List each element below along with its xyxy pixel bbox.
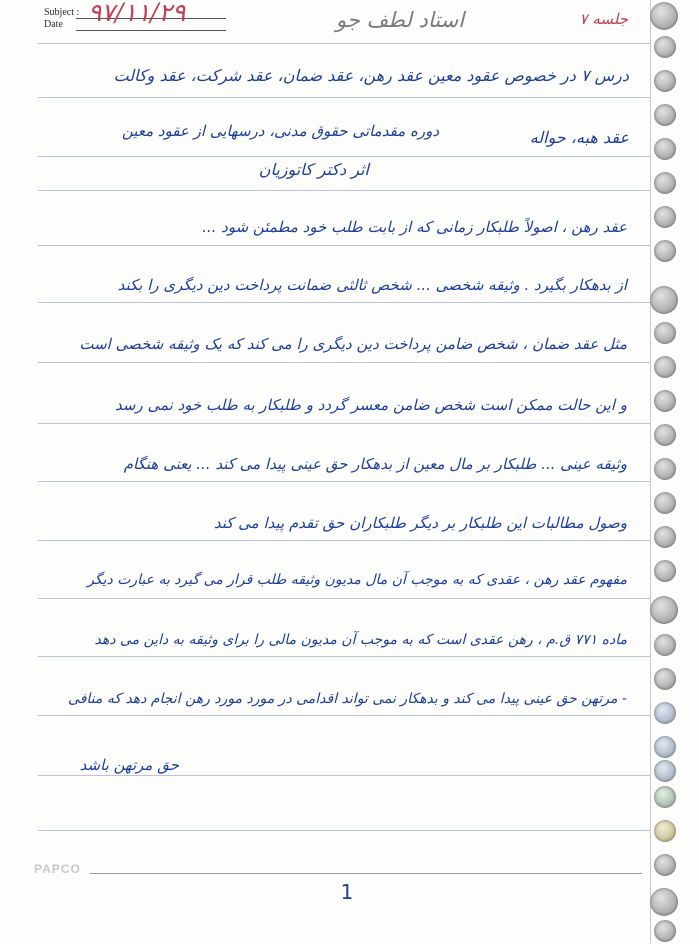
footer-line xyxy=(90,873,642,874)
note-line-10: مفهوم عقد رهن ، عقدی که به موجب آن مال مدیون وثیقه طلب قرار می گیرد به عبارت دیگر xyxy=(87,572,627,588)
ruled-line xyxy=(38,830,650,831)
binding-hole xyxy=(654,786,676,808)
note-line-1-left: عقد رهن، عقد ضمان، عقد شرکت، عقد وکالت xyxy=(113,66,423,85)
paper-brand-logo: PAPCO xyxy=(34,862,81,876)
binding-hole xyxy=(654,854,676,876)
binding-hole xyxy=(654,36,676,58)
binding-hole xyxy=(654,104,676,126)
binding-hole xyxy=(654,920,676,942)
binding-hole xyxy=(650,2,678,30)
binding-hole xyxy=(654,820,676,842)
binding-hole xyxy=(654,702,676,724)
note-line-6: مثل عقد ضمان ، شخص ضامن پرداخت دین دیگری را می کند که یک وثیقه شخصی است xyxy=(79,335,627,353)
binding-hole xyxy=(650,888,678,916)
note-line-2-right: عقد هبه، حواله xyxy=(529,128,629,147)
ruled-line xyxy=(38,156,650,157)
ruled-line xyxy=(38,423,650,424)
binding-hole xyxy=(654,492,676,514)
date-label: Date xyxy=(44,19,63,30)
ruled-line xyxy=(38,190,650,191)
binding-hole xyxy=(654,240,676,262)
binding-hole xyxy=(654,526,676,548)
note-line-4: عقد رهن ، اصولاً طلبکار زمانی که از بابت طلب خود مطمئن شود ... xyxy=(202,218,627,236)
note-line-2-left: دوره مقدماتی حقوق مدنی، درسهایی از عقود معین xyxy=(121,122,439,140)
note-line-13: حق مرتهن باشد xyxy=(79,756,179,774)
note-line-12: - مرتهن حق عینی پیدا می کند و بدهکار نمی تواند اقدامی در مورد مورد رهن انجام دهد که منافی xyxy=(68,691,627,707)
session-label: جلسه ۷ xyxy=(579,10,628,28)
ruled-line xyxy=(38,362,650,363)
binding-hole xyxy=(654,760,676,782)
ruled-line xyxy=(38,598,650,599)
binding-hole xyxy=(654,458,676,480)
binding-hole xyxy=(654,736,676,758)
ruled-line xyxy=(38,715,650,716)
binding-hole xyxy=(654,356,676,378)
subject-label: Subject : xyxy=(44,7,80,18)
binding-hole xyxy=(654,424,676,446)
binding-hole xyxy=(654,322,676,344)
date-value: ۹۷/۱۱/۲۹ xyxy=(88,0,186,27)
note-line-3: اثر دکتر کاتوزیان xyxy=(258,160,369,179)
note-title: استاد لطف جو xyxy=(335,8,465,32)
page-number: 1 xyxy=(340,880,354,904)
ruled-line xyxy=(38,656,650,657)
binding-hole xyxy=(650,596,678,624)
note-line-1-right: درس ۷ در خصوص عقود معین xyxy=(428,66,629,85)
ruled-line xyxy=(38,775,650,776)
binding-hole xyxy=(654,668,676,690)
binding-hole xyxy=(654,390,676,412)
binding-hole xyxy=(654,70,676,92)
date-field-line xyxy=(76,30,226,31)
binding-hole xyxy=(654,138,676,160)
margin-line xyxy=(650,0,651,944)
ruled-line xyxy=(38,245,650,246)
ruled-line xyxy=(38,540,650,541)
binding-hole xyxy=(654,634,676,656)
binding-hole xyxy=(654,206,676,228)
note-line-5: از بدهکار بگیرد . وثیقه شخصی ... شخص ثالثی ضمانت پرداخت دین دیگری را بکند xyxy=(117,276,627,294)
ruled-line xyxy=(38,302,650,303)
note-line-9: وصول مطالبات این طلبکار بر دیگر طلبکاران حق تقدم پیدا می کند xyxy=(213,514,627,532)
binding-hole xyxy=(654,172,676,194)
note-line-8: وثیقه عینی ... طلبکار بر مال معین از بدهکار حق عینی پیدا می کند ... یعنی هنگام xyxy=(123,455,627,473)
note-line-11: ماده ۷۷۱ ق.م ، رهن عقدی است که به موجب آن مدیون مالی را برای وثیقه به داین می دهد xyxy=(94,632,627,648)
binding-hole xyxy=(654,560,676,582)
ruled-line xyxy=(38,481,650,482)
ruled-line xyxy=(38,97,650,98)
ruled-line xyxy=(38,43,650,44)
binding-hole xyxy=(650,286,678,314)
note-line-7: و این حالت ممکن است شخص ضامن معسر گردد و طلبکار به طلب خود نمی رسد xyxy=(115,396,627,414)
